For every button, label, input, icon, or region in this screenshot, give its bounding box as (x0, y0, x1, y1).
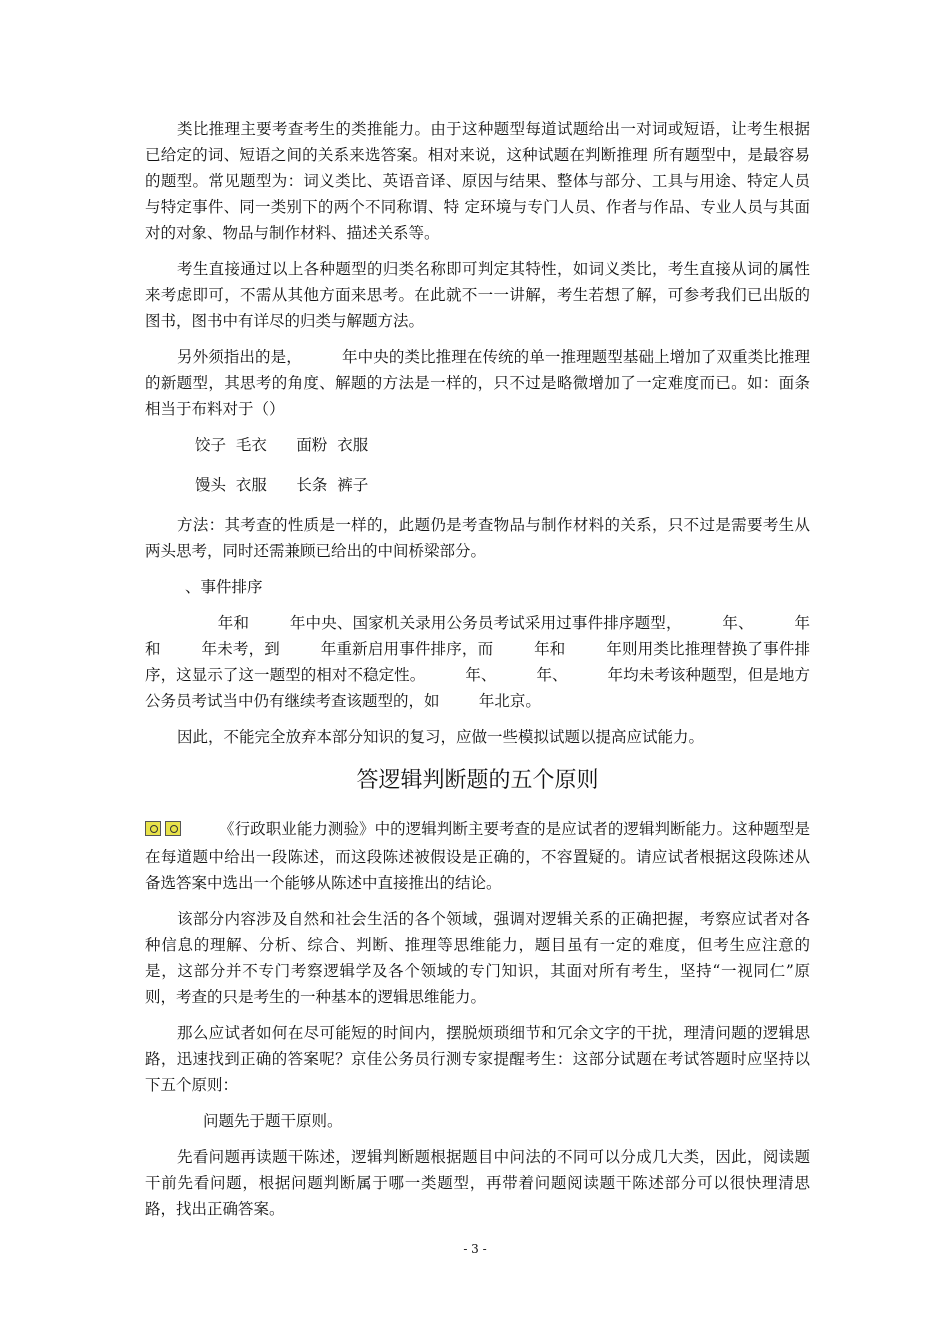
link-icon[interactable] (145, 821, 161, 836)
example-options-2: 馒头 衣服 长条 裤子 (195, 476, 369, 494)
paragraph: 该部分内容涉及自然和社会生活的各个领域，强调对逻辑关系的正确把握，考察应试者对各种信息的理解、分析、综合、判断、推理等思维能力，题目虽有一定的难度，但考生应注意的是，这部分并不专门考察逻辑学及各个领域的专门知识，其面对所有考生，坚持“一视同仁”原则，考查的只是考生的一种基本的逻辑思维能力。 (145, 910, 810, 1006)
section-title: 答逻辑判断题的五个原则 (356, 768, 599, 793)
principle-heading: 问题先于题干原则。 (203, 1112, 343, 1130)
page-content (145, 116, 810, 1232)
link-icon[interactable] (165, 821, 181, 836)
example-options-1: 饺子 毛衣 面粉 衣服 (195, 436, 369, 454)
paragraph: 另外须指出的是， 年中央的类比推理在传统的单一推理题型基础上增加了双重类比推理的新题型，其思考的角度、解题的方法是一样的，只不过是略微增加了一定难度而已。如：面条相当于布料对于（） (145, 348, 810, 418)
paragraph: 那么应试者如何在尽可能短的时间内，摆脱烦琐细节和冗余文字的干扰，理清问题的逻辑思路，迅速找到正确的答案呢？京佳公务员行测专家提醒考生：这部分试题在考试答题时应坚持以下五个原则： (145, 1024, 810, 1094)
paragraph: 因此，不能完全放弃本部分知识的复习，应做一些模拟试题以提高应试能力。 (177, 728, 705, 746)
paragraph: 方法：其考查的性质是一样的，此题仍是考查物品与制作材料的关系，只不过是需要考生从两头思考，同时还需兼顾已给出的中间桥梁部分。 (145, 516, 810, 560)
paragraph-text: 《行政职业能力测验》中的逻辑判断主要考查的是应试者的逻辑判断能力。这种题型是在每道题中给出一段陈述，而这段陈述被假设是正确的，不容置疑的。请应试者根据这段陈述从备选答案中选出一个能够从陈述中直接推出的结论。 (145, 820, 810, 892)
paragraph-with-icons (145, 816, 810, 896)
section-heading: 、事件排序 (185, 578, 263, 596)
paragraph: 考生直接通过以上各种题型的归类名称即可判定其特性，如词义类比，考生直接从词的属性来考虑即可，不需从其他方面来思考。在此就不一一讲解，考生若想了解，可参考我们已出版的图书，图书中有详尽的归类与解题方法。 (145, 260, 810, 330)
paragraph: 先看问题再读题干陈述，逻辑判断题根据题目中问法的不同可以分成几大类，因此，阅读题干前先看问题，根据问题判断属于哪一类题型，再带着问题阅读题干陈述部分可以很快理清思路，找出正确答案。 (145, 1148, 810, 1218)
paragraph: 年和 年中央、国家机关录用公务员考试采用过事件排序题型， 年、 年和 年未考，到 年重新启用事件排序，而 年和 年则用类比推理替换了事件排序，这显示了这一题型的相对不稳定性。 年、 年、 年均未考该种题型，但是地方公务员考试当中仍有继续考查该题型的，如 年北京。 (145, 614, 810, 710)
page-number: - 3 - (463, 1242, 487, 1256)
paragraph: 类比推理主要考查考生的类推能力。由于这种题型每道试题给出一对词或短语，让考生根据已给定的词、短语之间的关系来选答案。相对来说，这种试题在判断推理 所有题型中，是最容易的题型。常见题型为：词义类比、英语音译、原因与结果、整体与部分、工具与用途、特定人员与特定事件、同一类别下的两个不同称谓、特 定环境与专门人员、作者与作品、专业人员与其面对的对象、物品与制作材料、描述关系等。 (145, 120, 810, 242)
icon-group (145, 818, 185, 844)
